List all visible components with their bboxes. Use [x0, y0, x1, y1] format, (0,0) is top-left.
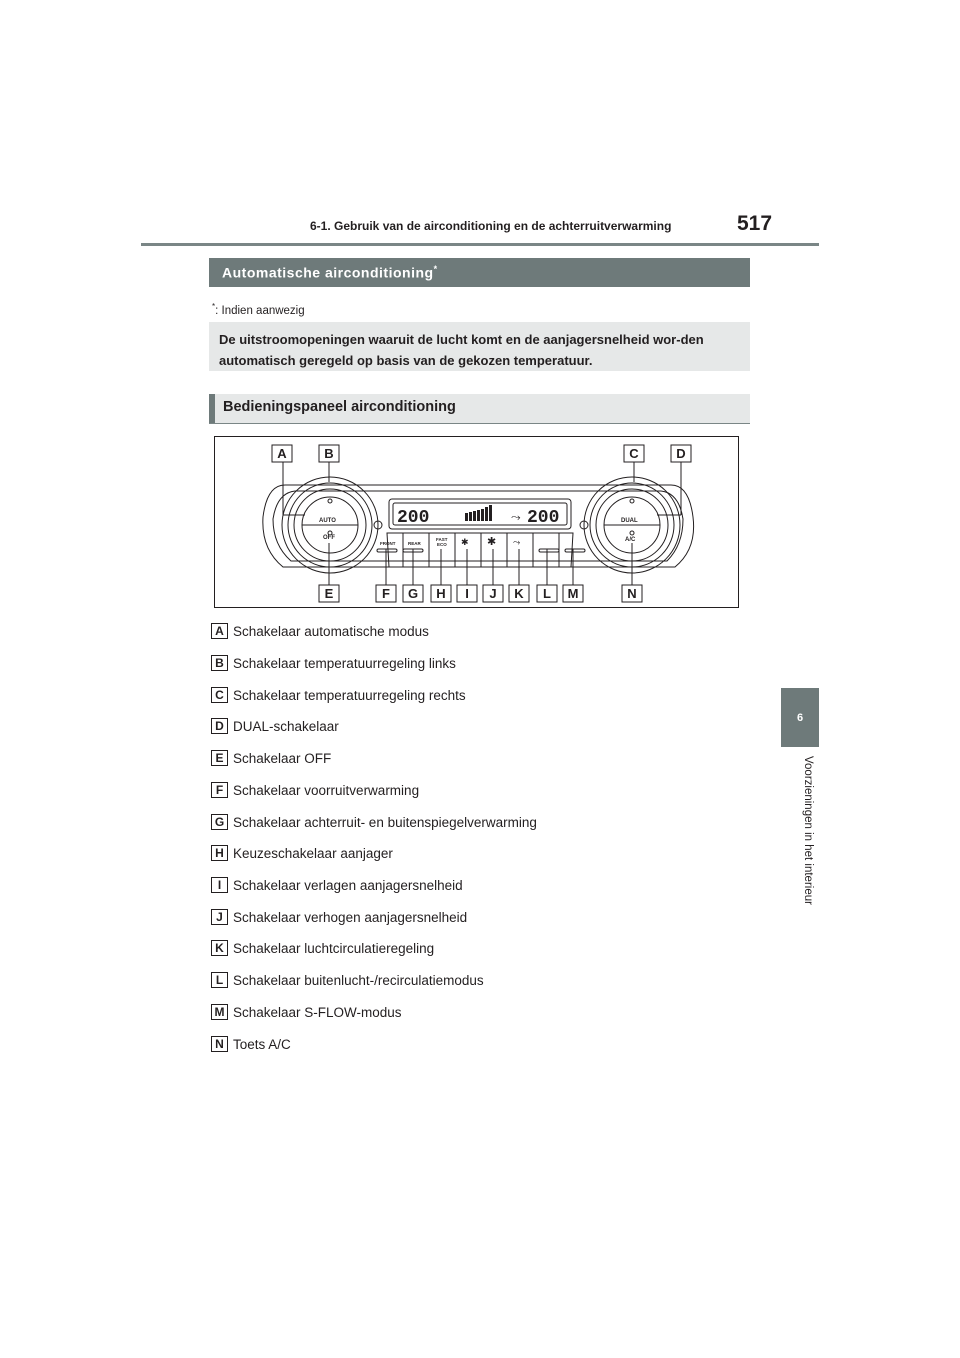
air-intake-icon: ⤳ — [513, 537, 521, 547]
fan-high-icon: ✱ — [487, 536, 497, 548]
section-heading-auto-ac — [209, 258, 750, 287]
front-label: FRONT — [380, 541, 396, 546]
list-item — [211, 685, 466, 705]
callout-f: F — [382, 586, 390, 601]
callout-k: K — [514, 586, 524, 601]
callout-i: I — [465, 586, 469, 601]
list-item — [211, 938, 434, 958]
item-text: Schakelaar temperatuurregeling links — [233, 655, 456, 671]
section-title: Automatische airconditioning — [222, 264, 434, 281]
header-rule — [141, 243, 819, 246]
item-letter: H — [211, 845, 228, 861]
intro-text: De uitstroomopeningen waaruit de lucht komt en de aanjagersnelheid wor-den automatisch geregeld op basis van de gekozen temperatuur. — [219, 332, 704, 368]
item-text: Schakelaar automatische modus — [233, 623, 429, 639]
callout-h: H — [436, 586, 446, 601]
display-temp-right: 200 — [527, 508, 560, 528]
item-text: Schakelaar temperatuurregeling rechts — [233, 687, 466, 703]
section-heading-control-panel — [209, 394, 750, 424]
item-letter: K — [211, 940, 228, 956]
footnote-mark: * — [433, 264, 438, 274]
footnote-text: : Indien aanwezig — [215, 304, 305, 317]
footnote — [212, 302, 305, 317]
item-letter: B — [211, 655, 228, 671]
item-text: Schakelaar S-FLOW-modus — [233, 1004, 402, 1020]
callout-b: B — [324, 446, 334, 461]
vent-mode-icon: ⤳ — [511, 510, 521, 524]
item-text: Schakelaar OFF — [233, 750, 332, 766]
footnote-star: * — [212, 302, 216, 311]
item-letter: J — [211, 909, 228, 925]
item-text: Keuzeschakelaar aanjager — [233, 845, 393, 861]
item-letter: A — [211, 623, 228, 639]
callout-d: D — [676, 446, 686, 461]
item-letter: G — [211, 814, 228, 830]
item-text: Schakelaar voorruitverwarming — [233, 782, 420, 798]
list-item — [211, 1002, 402, 1022]
list-item — [211, 907, 467, 927]
item-letter: M — [211, 1004, 228, 1020]
callout-e: E — [324, 586, 334, 601]
chapter-tab-number: 6 — [796, 711, 804, 724]
control-panel-figure — [214, 436, 739, 608]
callout-n: N — [627, 586, 637, 601]
list-item — [211, 812, 537, 832]
callout-j: J — [489, 586, 497, 601]
heading-bar — [209, 394, 215, 423]
chapter-title: 6-1. Gebruik van de airconditioning en de achterruitverwarming — [310, 219, 672, 233]
item-text: Schakelaar verhogen aanjagersnelheid — [233, 909, 468, 925]
control-panel-illustration — [215, 437, 738, 607]
callout-l: L — [543, 586, 551, 601]
chapter-tab-label: Voorzieningen in het interieur — [802, 756, 814, 905]
intro-box — [209, 322, 750, 371]
section-title: Bedieningspaneel airconditioning — [223, 399, 456, 415]
item-letter: N — [211, 1036, 228, 1052]
callout-a: A — [277, 446, 287, 461]
off-label: OFF — [323, 535, 335, 541]
list-item — [211, 716, 339, 736]
eco-label: ECO — [437, 542, 447, 547]
item-text: Schakelaar achterruit- en buitenspiegelverwarming — [233, 814, 537, 830]
item-letter: I — [211, 877, 228, 893]
list-item — [211, 748, 331, 768]
list-item — [211, 970, 484, 990]
item-letter: D — [211, 718, 228, 734]
callout-g: G — [407, 586, 419, 601]
auto-label: AUTO — [319, 518, 336, 524]
item-text: Toets A/C — [233, 1036, 291, 1052]
list-item — [211, 653, 456, 673]
fast-label: FAST — [436, 537, 448, 542]
item-text: Schakelaar luchtcirculatieregeling — [233, 940, 435, 956]
page-number: 517 — [737, 212, 773, 235]
item-letter: L — [211, 972, 228, 988]
fan-low-icon: ✱ — [461, 537, 469, 547]
list-item — [211, 1034, 291, 1054]
item-text: Schakelaar buitenlucht-/recirculatiemodus — [233, 972, 484, 988]
callout-c: C — [629, 446, 639, 461]
rear-label: REAR — [408, 541, 421, 546]
list-item — [211, 875, 463, 895]
item-text: Schakelaar verlagen aanjagersnelheid — [233, 877, 463, 893]
chapter-tab — [781, 688, 819, 747]
display-temp-left: 200 — [397, 508, 430, 528]
ac-label: A/C — [625, 537, 636, 543]
list-item — [211, 621, 429, 641]
item-letter: C — [211, 687, 228, 703]
item-letter: E — [211, 750, 228, 766]
dual-label: DUAL — [621, 518, 638, 524]
callout-m: M — [567, 586, 579, 601]
item-text: DUAL-schakelaar — [233, 718, 339, 734]
item-letter: F — [211, 782, 228, 798]
list-item — [211, 843, 393, 863]
list-item — [211, 780, 419, 800]
